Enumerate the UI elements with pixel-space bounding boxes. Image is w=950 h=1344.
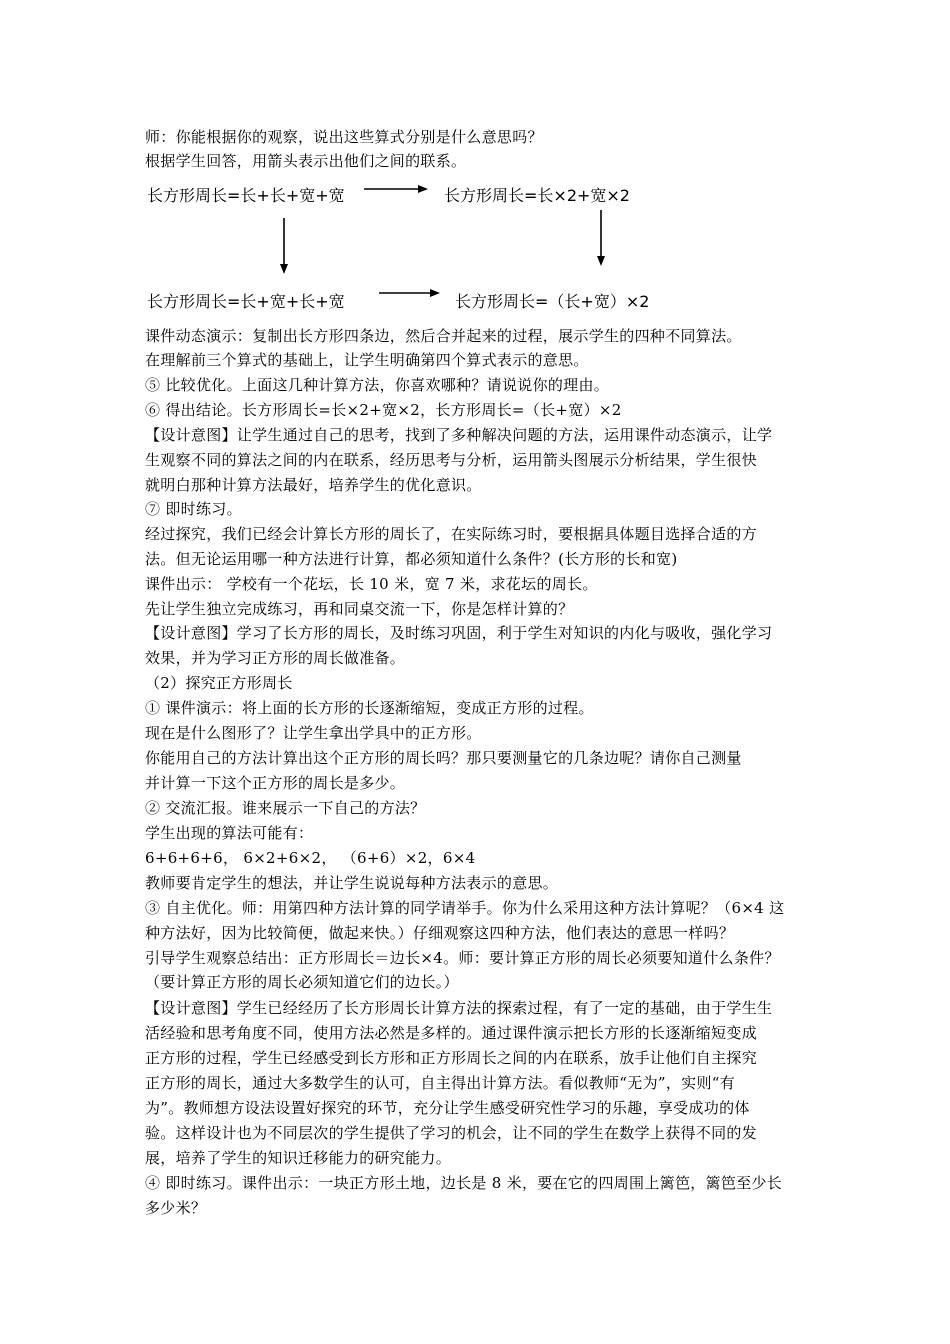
text-line: 在理解前三个算式的基础上，让学生明确第四个算式表示的意思。: [145, 351, 589, 369]
text-line: 先让学生独立完成练习，再和同桌交流一下，你是怎样计算的？: [145, 600, 574, 618]
text-line: （要计算正方形的周长必须知道它们的边长。）: [145, 973, 459, 991]
section-heading: （2）探究正方形周长: [145, 674, 293, 692]
text-line: ④ 即时练习。课件出示：一块正方形土地，边长是 8 米，要在它的四周围上篱笆，篱笆至少长: [145, 1174, 783, 1192]
text-line: 就明白那种计算方法最好，培养学生的优化意识。: [145, 476, 482, 494]
text-line: ③ 自主优化。师：用第四种方法计算的同学请举手。你为什么采用这种方法计算呢？（6×4 这: [145, 899, 785, 917]
text-line: 课件出示： 学校有一个花坛，长 10 米，宽 7 米，求花坛的周长。: [145, 575, 598, 593]
design-intent: 【设计意图】学习了长方形的周长，及时练习巩固，利于学生对知识的内化与吸收，强化学习: [145, 624, 773, 642]
text-line: 现在是什么图形了？让学生拿出学具中的正方形。: [145, 724, 482, 742]
text-line: 学生出现的算法可能有：: [145, 824, 314, 842]
text-line: 你能用自己的方法计算出这个正方形的周长吗？那只要测量它的几条边呢？请你自己测量: [145, 749, 742, 767]
arrow-right-top: [364, 185, 428, 193]
teacher-question: 师：你能根据你的观察，说出这些算式分别是什么意思吗？: [145, 128, 543, 146]
text-line: 引导学生观察总结出：正方形周长＝边长×4。师：要计算正方形的周长必须要知道什么条件？: [145, 949, 780, 967]
text-line: ① 课件演示：将上面的长方形的长逐渐缩短，变成正方形的过程。: [145, 699, 594, 717]
text-line: 生观察不同的算法之间的内在联系，经历思考与分析，运用箭头图展示分析结果，学生很快: [145, 451, 758, 469]
formula-2: 长方形周长=长×2+宽×2: [444, 186, 630, 205]
text-line: 6+6+6+6， 6×2+6×2， （6+6）×2，6×4: [145, 849, 476, 867]
arrow-right-bottom: [379, 289, 440, 297]
text-line: 展，培养了学生的知识迁移能力的研究能力。: [145, 1149, 452, 1167]
text-line: 多少米？: [145, 1199, 207, 1217]
text-line: 课件动态演示：复制出长方形四条边，然后合并起来的过程，展示学生的四种不同算法。: [145, 327, 742, 345]
text-line: 种方法好，因为比较简便，做起来快。）仔细观察这四种方法，他们表达的意思一样吗？: [145, 924, 735, 942]
design-intent: 【设计意图】让学生通过自己的思考，找到了多种解决问题的方法，运用课件动态演示，让学: [145, 426, 773, 444]
text-line: 正方形的过程，学生已经感受到长方形和正方形周长之间的内在联系，放手让他们自主探究: [145, 1049, 758, 1067]
arrow-down-left: [280, 218, 288, 274]
instruction-line: 根据学生回答，用箭头表示出他们之间的联系。: [145, 152, 467, 170]
formula-4: 长方形周长=（长+宽）×2: [455, 292, 650, 311]
text-line: 正方形的周长，通过大多数学生的认可，自主得出计算方法。看似教师“无为”，实则“有: [145, 1074, 736, 1092]
text-line: 法。但无论运用哪一种方法进行计算，都必须知道什么条件？(长方形的长和宽): [145, 550, 678, 568]
arrow-down-right: [597, 210, 605, 266]
design-intent: 【设计意图】学生已经经历了长方形周长计算方法的探索过程，有了一定的基础，由于学生生: [145, 999, 773, 1017]
formula-3: 长方形周长=长+宽+长+宽: [147, 292, 345, 311]
text-line: 教师要肯定学生的想法，并让学生说说每种方法表示的意思。: [145, 874, 559, 892]
text-line: ⑥ 得出结论。长方形周长=长×2+宽×2，长方形周长=（长+宽）×2: [145, 401, 622, 419]
text-line: ⑤ 比较优化。上面这几种计算方法，你喜欢哪种？请说说你的理由。: [145, 376, 610, 394]
text-line: 并计算一下这个正方形的周长是多少。: [145, 774, 406, 792]
text-line: 经过探究，我们已经会计算长方形的周长了，在实际练习时，要根据具体题目选择合适的方: [145, 525, 758, 543]
text-line: 活经验和思考角度不同，使用方法必然是多样的。通过课件演示把长方形的长逐渐缩短变成: [145, 1024, 758, 1042]
text-line: 效果，并为学习正方形的周长做准备。: [145, 649, 406, 667]
text-line: 验。这样设计也为不同层次的学生提供了学习的机会，让不同的学生在数学上获得不同的发: [145, 1124, 758, 1142]
text-line: 为”。教师想方设法设置好探究的环节，充分让学生感受研究性学习的乐趣，享受成功的体: [145, 1099, 750, 1117]
text-line: ⑦ 即时练习。: [145, 500, 242, 518]
text-line: ② 交流汇报。谁来展示一下自己的方法？: [145, 799, 426, 817]
formula-1: 长方形周长=长+长+宽+宽: [147, 186, 345, 205]
